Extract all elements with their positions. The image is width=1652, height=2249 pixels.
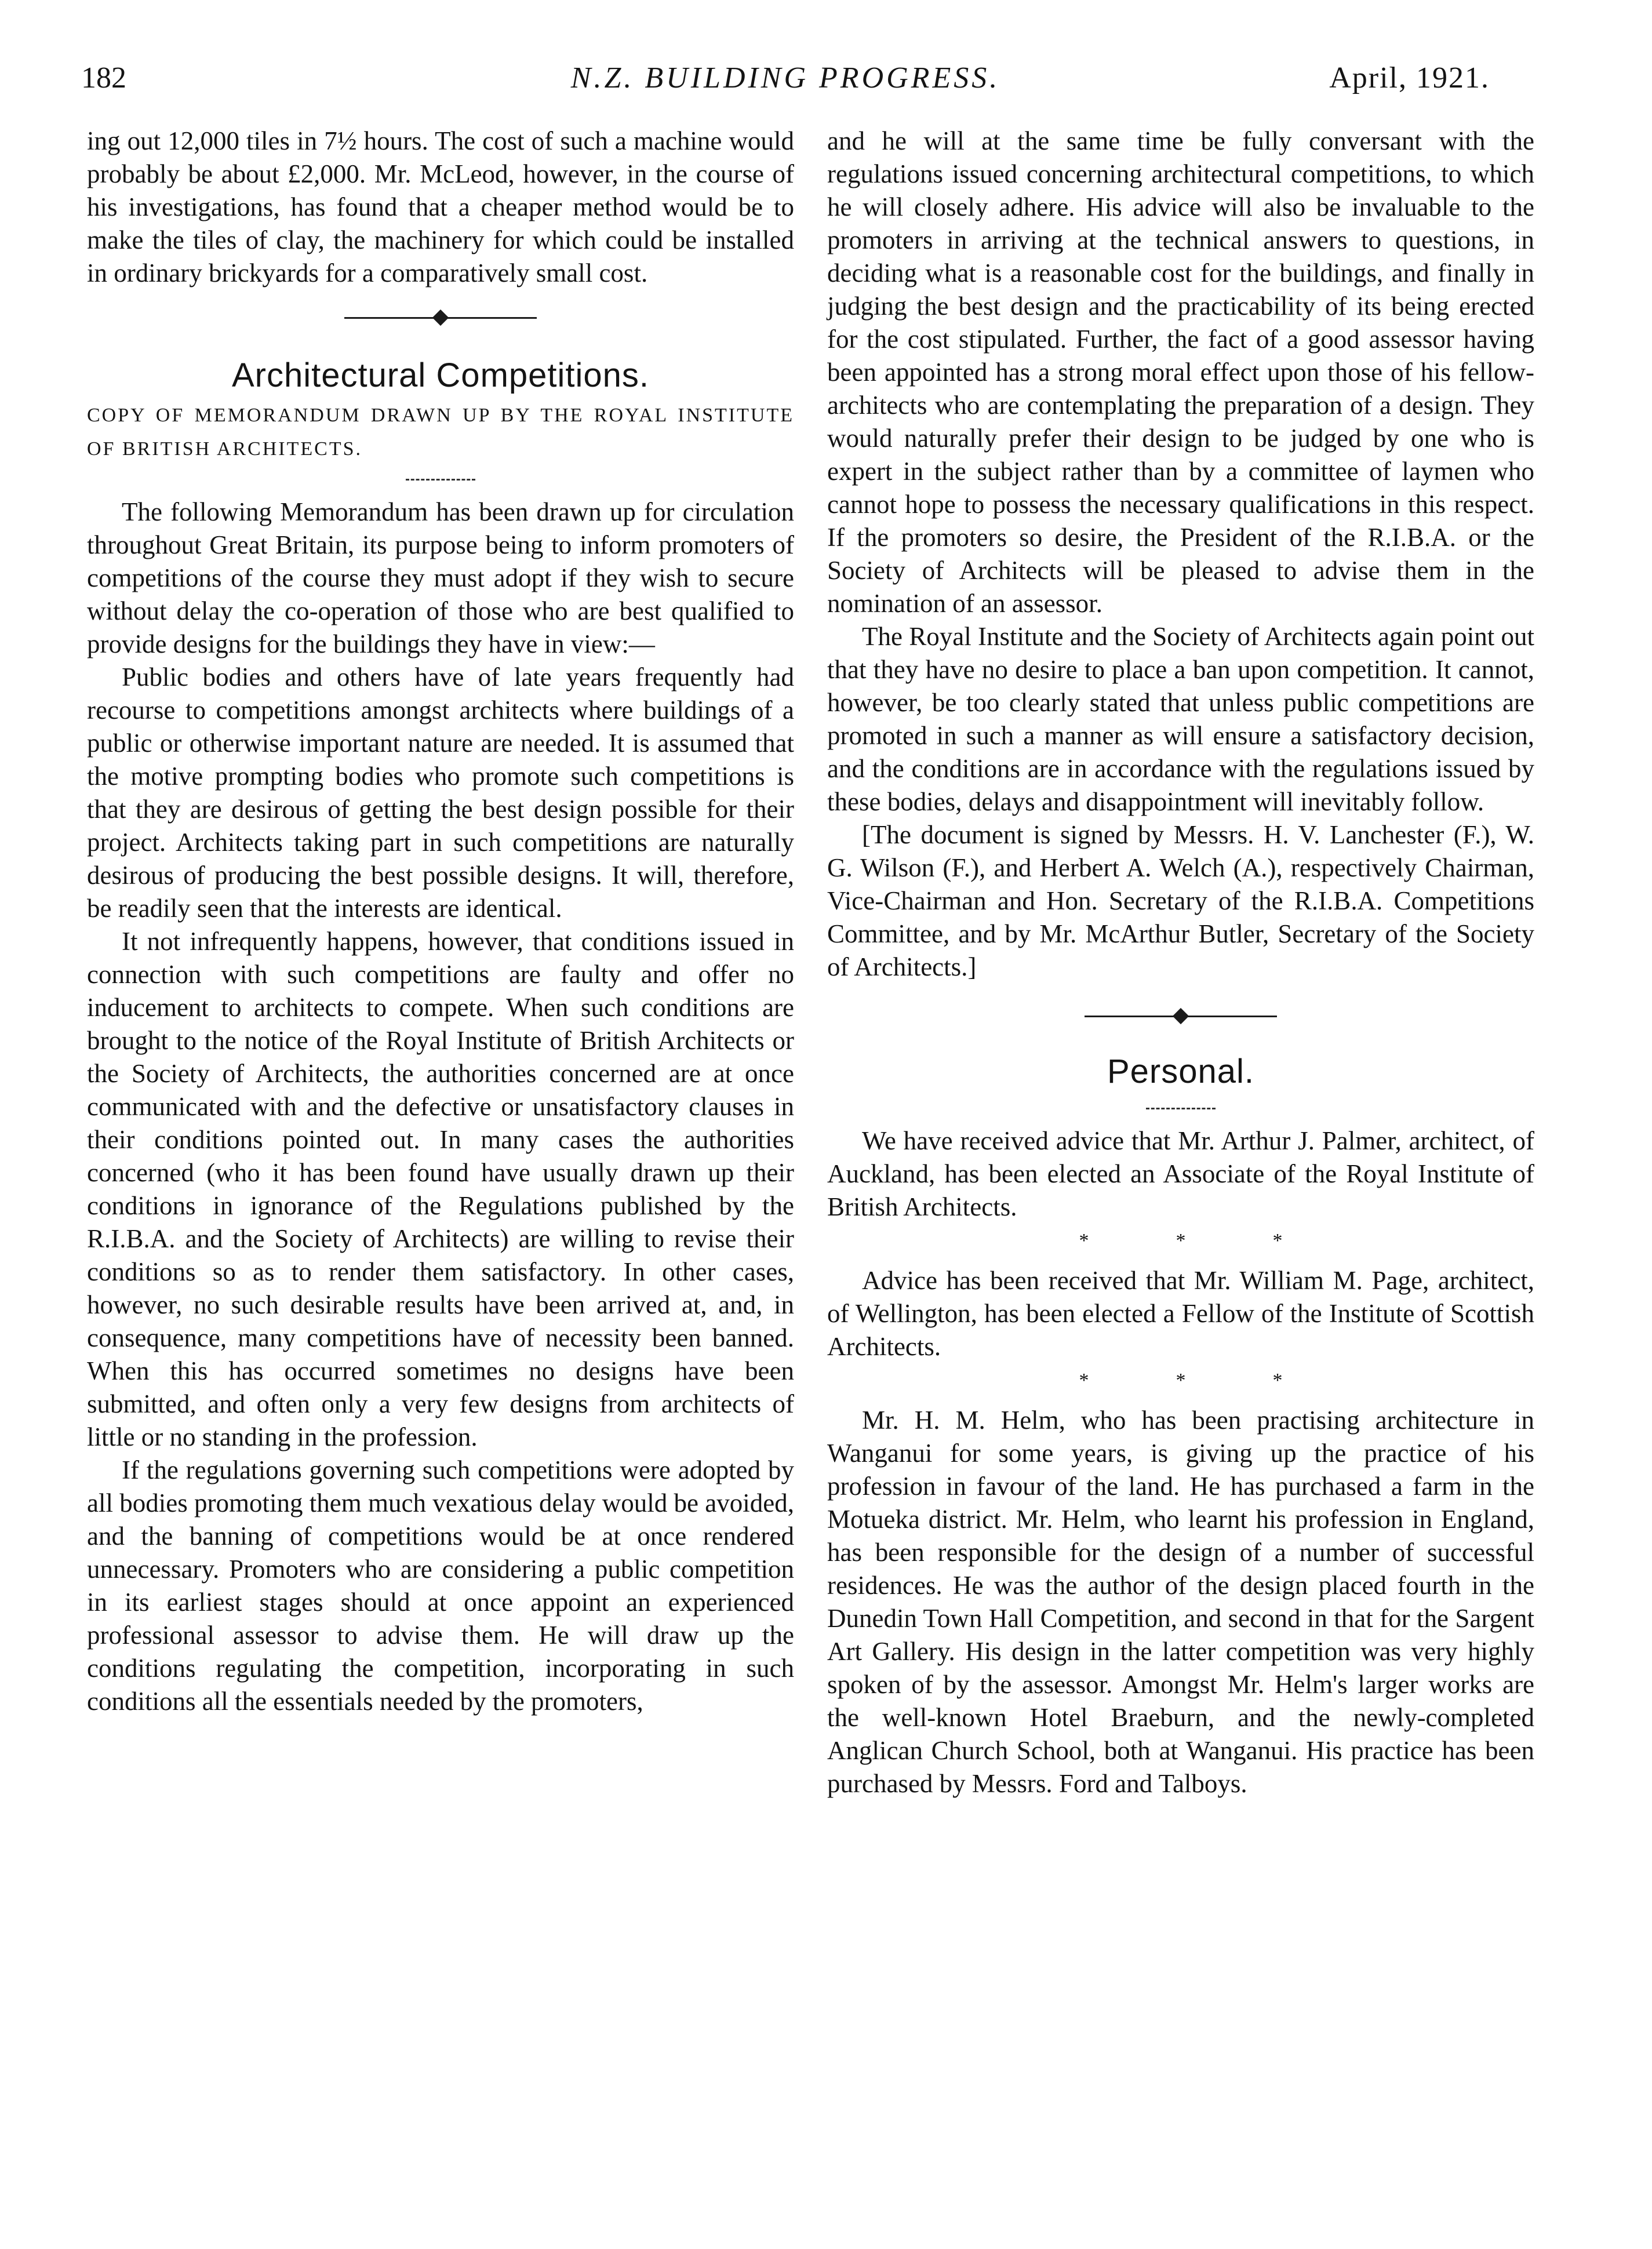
asterisk: * [1272, 1370, 1283, 1391]
article-paragraph: It not infrequently happens, however, that conditions issued in connection with such competitions are faulty and offer no inducement to architects to compete. When such conditions are brought to the notice of the Royal Institute of British Architects or the Society of Architects, the authorities concerned are at once communicated with and the defective or unsatisfactory clauses in their conditions pointed out. In many cases the authorities concerned (who it has been found have usually drawn up their conditions in ignorance of the Regulations published by the R.I.B.A. and the Society of Architects) are willing to revise their conditions so as to render them satisfactory. In other cases, however, no such desirable results have been arrived at, and, in consequence, many competitions have of necessity been banned. When this has occurred sometimes no designs have been submitted, and often only a very few designs from architects of little or no standing in the profession. [87, 927, 794, 1451]
asterisk: * [1079, 1230, 1089, 1251]
article-subtitle: COPY OF MEMORANDUM DRAWN UP BY THE ROYAL INSTITUTE OF BRITISH ARCHITECTS. [87, 405, 794, 460]
asterisk: * [1079, 1370, 1089, 1391]
asterisk: * [1272, 1230, 1283, 1251]
signatories-note: [The document is signed by Messrs. H. V. Lanchester (F.), W. G. Wilson (F.), and Herbert A. Welch (A.), respectively Chairman, Vice-Chairman and Hon. Secretary of the R.I.B.A. Competitions Committee, and by Mr. McArthur Butler, Secretary of the Society of Architects.] [827, 820, 1534, 981]
article-paragraph: Public bodies and others have of late years frequently had recourse to competitions amongst architects where buildings of a public or otherwise important nature are needed. It is assumed that the motive prompting bodies who promote such competitions is that they are desirous of getting the best design possible for their project. Architects taking part in such competitions are naturally desirous of producing the best possible designs. It will, therefore, be readily seen that the interests are identical. [87, 663, 794, 923]
article-paragraph: and he will at the same time be fully conversant with the regulations issued concerning architectural competitions, to which he will closely adhere. His advice will also be invaluable to the promoters in arriving at the technical answers to questions, in deciding what is a reasonable cost for the buildings, and finally in judging the best design and the practicability of its being erected for the cost stipulated. Further, the fact of a good assessor having been appointed has a strong moral effect upon those of his fellow-architects who are contemplating the preparation of a design. They would naturally prefer their design to be judged by one who is expert in the subject rather than by a committee of laymen who cannot hope to possess the necessary qualifications in this respect. If the promoters so desire, the President of the R.I.B.A. or the Society of Architects will be pleased to advise them in the nomination of an assessor. [827, 126, 1534, 618]
personal-item: We have received advice that Mr. Arthur J. Palmer, architect, of Auckland, has been elected an Associate of the Royal Institute of British Architects. [827, 1126, 1534, 1221]
article-title: Architectural Competitions. [231, 356, 650, 394]
short-dashed-rule [1146, 1108, 1216, 1109]
personal-title: Personal. [1107, 1053, 1255, 1090]
journal-title: N.Z. BUILDING PROGRESS. [570, 61, 1000, 94]
section-divider-ornament [827, 1005, 1534, 1028]
article-paragraph: The following Memorandum has been drawn up for circulation throughout Great Britain, its purpose being to inform promoters of competitions of the course they must adopt if they wish to secure without delay the co-operation of those who are best qualified to provide designs for the buildings they have in view:— [87, 497, 794, 658]
article-paragraph: The Royal Institute and the Society of Architects again point out that they have no desire to place a ban upon competition. It cannot, however, be too clearly stated that unless public competitions are promoted in such a manner as will ensure a satisfactory decision, and the conditions are in accordance with the regulations issued by these bodies, delays and disappointment will inevitably follow. [827, 622, 1534, 816]
asterisk: * [1176, 1370, 1186, 1391]
asterisk: * [1176, 1230, 1186, 1251]
section-divider-ornament [87, 306, 794, 329]
article-paragraph: If the regulations governing such competitions were adopted by all bodies promoting them much vexatious delay would be avoided, and the banning of competitions would be at once rendered unnecessary. Promoters who are considering a public competition in its earliest stages should at once appoint an experienced professional assessor to advise them. He will draw up the conditions regulating the competition, incorporating in such conditions all the essentials needed by the promoters, [87, 1455, 794, 1716]
continued-paragraph: ing out 12,000 tiles in 7½ hours. The cost of such a machine would probably be about £2,000. Mr. McLeod, however, in the course of his investigations, has found that a cheaper method would be to make the tiles of clay, the machinery for which could be installed in ordinary brickyards for a comparatively small cost. [87, 126, 794, 288]
short-dashed-rule [406, 479, 475, 481]
asterism-separator [827, 1369, 1534, 1392]
asterism-separator [827, 1229, 1534, 1253]
right-column [827, 125, 1534, 1800]
running-head [81, 55, 1490, 101]
page-number: 182 [81, 61, 126, 94]
issue-date: April, 1921. [1329, 61, 1490, 94]
left-column [87, 125, 794, 1718]
personal-item: Advice has been received that Mr. William M. Page, architect, of Wellington, has been elected a Fellow of the Institute of Scottish Architects. [827, 1266, 1534, 1361]
personal-item: Mr. H. M. Helm, who has been practising architecture in Wanganui for some years, is giving up the practice of his profession in favour of the land. He has purchased a farm in the Motueka district. Mr. Helm, who learnt his profession in England, has been responsible for the design of a number of successful residences. He was the author of the design placed fourth in the Dunedin Town Hall Competition, and second in that for the Sargent Art Gallery. His design in the latter competition was very highly spoken of by the assessor. Amongst Mr. Helm's larger works are the well-known Hotel Braeburn, and the newly-completed Anglican Church School, both at Wanganui. His practice has been purchased by Messrs. Ford and Talboys. [827, 1406, 1534, 1798]
